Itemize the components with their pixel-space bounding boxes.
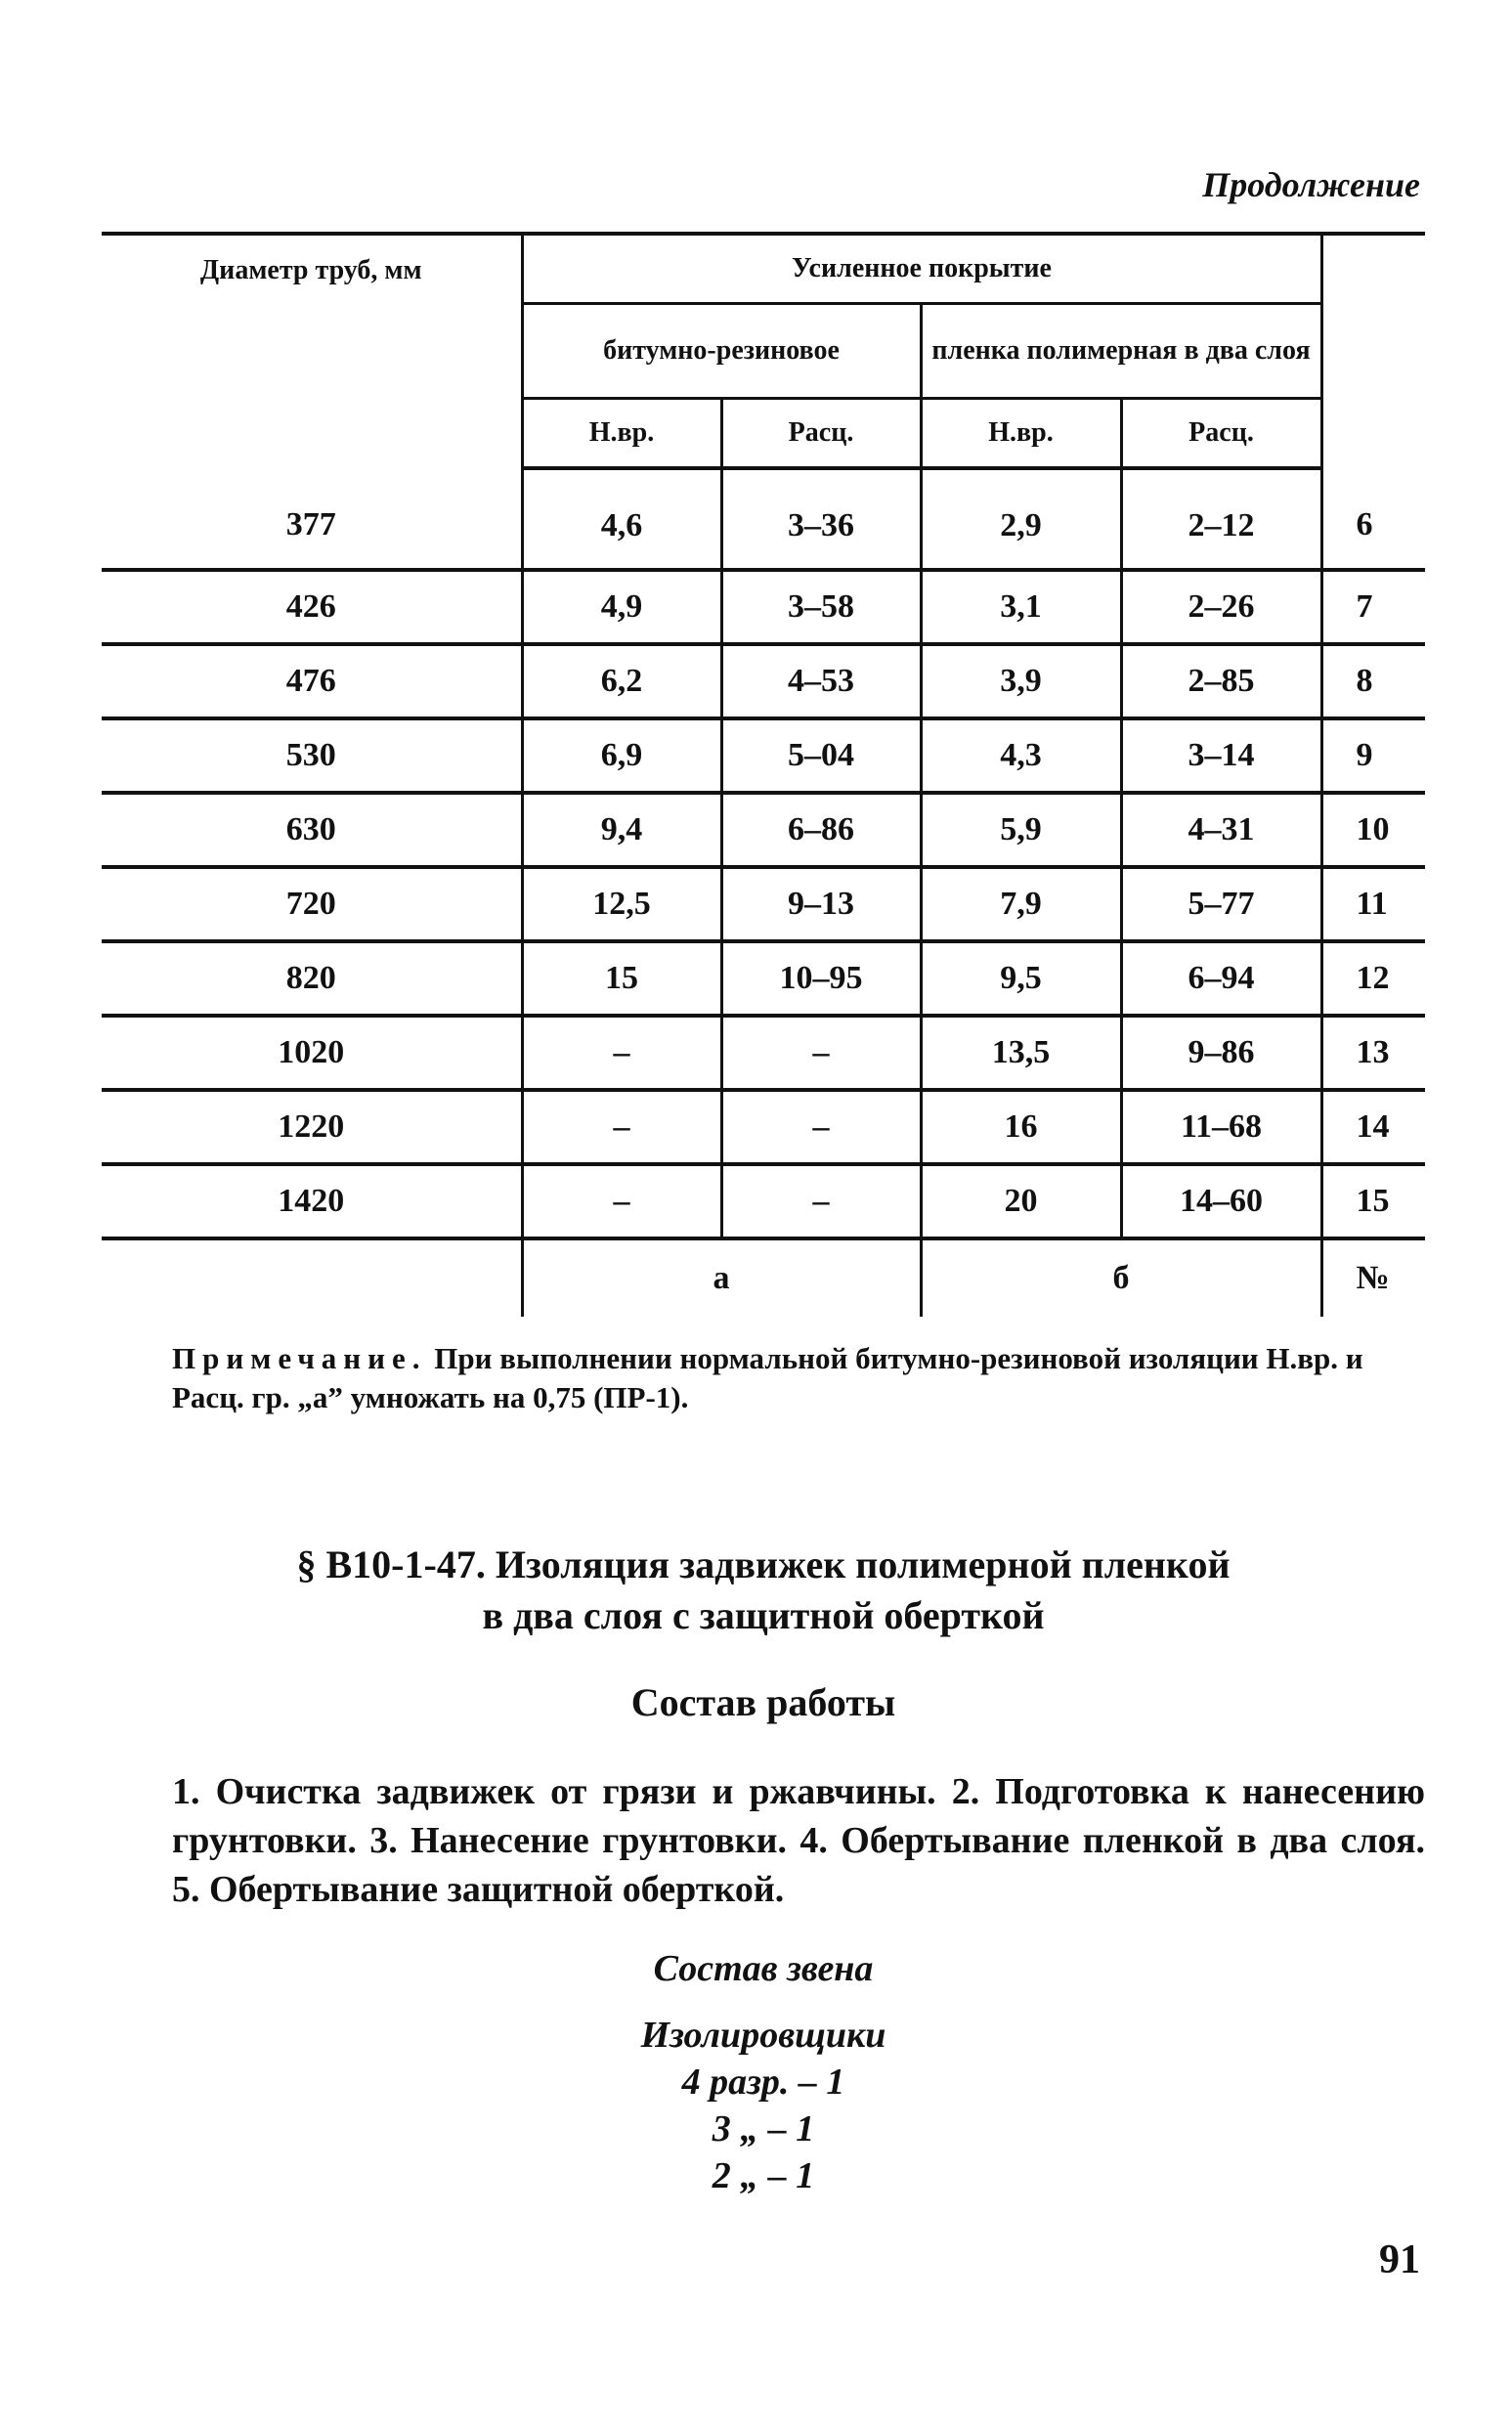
cell-b-nvr: 4,3 <box>921 718 1121 793</box>
footer-group-b: б <box>921 1238 1321 1317</box>
cell-row-number: 15 <box>1321 1164 1425 1238</box>
cell-a-nvr: 15 <box>522 941 721 1016</box>
footer-number: № <box>1356 1260 1390 1296</box>
table-row <box>102 1090 1425 1164</box>
cell-a-rasc: 9–13 <box>721 867 921 941</box>
cell-a-rasc: – <box>721 1016 921 1090</box>
table-row <box>102 1164 1425 1238</box>
cell-a-nvr: – <box>522 1090 721 1164</box>
cell-b-rasc: 6–94 <box>1121 941 1321 1016</box>
cell-a-rasc: 10–95 <box>721 941 921 1016</box>
cell-b-rasc: 11–68 <box>1121 1090 1321 1164</box>
cell-row-number: 7 <box>1321 570 1425 644</box>
cell-b-rasc: 2–12 <box>1121 468 1321 570</box>
cell-a-rasc: – <box>721 1090 921 1164</box>
cell-b-nvr: 3,9 <box>921 644 1121 718</box>
bitumen-rubber-header: битумно-резиновое <box>522 304 921 399</box>
cell-a-rasc: 4–53 <box>721 644 921 718</box>
section-title-line2: в два слоя с защитной оберткой <box>482 1593 1045 1637</box>
cell-a-nvr: 9,4 <box>522 793 721 867</box>
cell-b-nvr: 3,1 <box>921 570 1121 644</box>
table-row <box>102 718 1425 793</box>
cell-diameter: 1220 <box>102 1090 522 1164</box>
cell-row-number: 13 <box>1321 1016 1425 1090</box>
reinforced-coating-header: Усиленное покрытие <box>522 234 1321 304</box>
section-title-line1: § В10-1-47. Изоляция задвижек полимерной пленкой <box>296 1542 1231 1586</box>
cell-a-nvr: – <box>522 1164 721 1238</box>
crew-rank-3: 3 „ – 1 <box>712 2108 815 2149</box>
polymer-film-header: пленка полимерная в два слоя <box>921 304 1321 399</box>
footer-group-a: а <box>522 1238 921 1317</box>
cell-diameter: 1020 <box>102 1016 522 1090</box>
cell-row-number: 8 <box>1321 644 1425 718</box>
cell-diameter: 720 <box>102 867 522 941</box>
cell-a-nvr: – <box>522 1016 721 1090</box>
nvr-header-b: Н.вр. <box>921 399 1121 469</box>
rasc-header-b: Расц. <box>1121 399 1321 469</box>
cell-b-rasc: 9–86 <box>1121 1016 1321 1090</box>
table-row <box>102 1016 1425 1090</box>
cell-b-nvr: 9,5 <box>921 941 1121 1016</box>
rasc-header-a: Расц. <box>721 399 921 469</box>
cell-a-rasc: – <box>721 1164 921 1238</box>
cell-b-rasc: 5–77 <box>1121 867 1321 941</box>
footer-blank <box>102 1238 522 1317</box>
cell-b-nvr: 5,9 <box>921 793 1121 867</box>
cell-diameter: 1420 <box>102 1164 522 1238</box>
cell-diameter: 820 <box>102 941 522 1016</box>
cell-b-rasc: 14–60 <box>1121 1164 1321 1238</box>
cell-a-nvr: 12,5 <box>522 867 721 941</box>
page-number: 91 <box>1379 2237 1420 2282</box>
nvr-header-a: Н.вр. <box>522 399 721 469</box>
cell-b-nvr: 16 <box>921 1090 1121 1164</box>
cell-a-nvr: 6,9 <box>522 718 721 793</box>
note-label: Примечание. <box>172 1341 427 1375</box>
crew-title: Изолировщики <box>640 2015 886 2056</box>
cell-b-rasc: 2–26 <box>1121 570 1321 644</box>
cell-diameter: 426 <box>102 570 522 644</box>
cell-b-nvr: 7,9 <box>921 867 1121 941</box>
crew-rank-2: 2 „ – 1 <box>712 2155 815 2196</box>
cell-row-number: 14 <box>1321 1090 1425 1164</box>
cell-b-rasc: 3–14 <box>1121 718 1321 793</box>
work-description: 1. Очистка задвижек от грязи и ржавчины. 2. Подготовка к нанесению грунтовки. 3. Нанесение грунтовки. 4. Обертывание пленкой в два слоя. 5. Обертывание защитной оберткой. <box>172 1771 1425 1910</box>
cell-diameter: 530 <box>102 718 522 793</box>
cell-a-rasc: 3–58 <box>721 570 921 644</box>
table-row <box>102 867 1425 941</box>
diameter-header: Диаметр труб, мм <box>102 234 522 468</box>
cell-row-number: 9 <box>1321 718 1425 793</box>
crew-list <box>102 2012 1425 2199</box>
cell-row-number: 12 <box>1321 941 1425 1016</box>
number-column-header <box>1321 234 1425 468</box>
section-title <box>102 1540 1425 1641</box>
crew-heading: Состав звена <box>653 1948 874 1989</box>
cell-row-number: 6 <box>1321 468 1425 570</box>
norms-table <box>102 232 1425 1317</box>
cell-b-rasc: 2–85 <box>1121 644 1321 718</box>
cell-a-rasc: 5–04 <box>721 718 921 793</box>
table-row <box>102 793 1425 867</box>
cell-a-nvr: 6,2 <box>522 644 721 718</box>
cell-diameter: 377 <box>102 468 522 570</box>
cell-a-nvr: 4,9 <box>522 570 721 644</box>
cell-diameter: 630 <box>102 793 522 867</box>
table-row <box>102 570 1425 644</box>
cell-a-rasc: 6–86 <box>721 793 921 867</box>
continuation-label: Продолжение <box>1202 165 1420 204</box>
work-heading: Состав работы <box>630 1680 896 1724</box>
cell-b-nvr: 13,5 <box>921 1016 1121 1090</box>
cell-row-number: 10 <box>1321 793 1425 867</box>
table-row <box>102 644 1425 718</box>
table-row <box>102 941 1425 1016</box>
cell-a-nvr: 4,6 <box>522 468 721 570</box>
cell-b-nvr: 2,9 <box>921 468 1121 570</box>
cell-b-nvr: 20 <box>921 1164 1121 1238</box>
table-note <box>172 1339 1425 1417</box>
crew-rank-4: 4 разр. – 1 <box>681 2062 845 2103</box>
table-row <box>102 468 1425 570</box>
cell-b-rasc: 4–31 <box>1121 793 1321 867</box>
cell-row-number: 11 <box>1321 867 1425 941</box>
note-text: При выполнении нормальной битумно-резиновой изоляции Н.вр. и Расц. гр. „а” умножать на 0,75 (ПР-1). <box>172 1341 1363 1414</box>
cell-a-rasc: 3–36 <box>721 468 921 570</box>
cell-diameter: 476 <box>102 644 522 718</box>
